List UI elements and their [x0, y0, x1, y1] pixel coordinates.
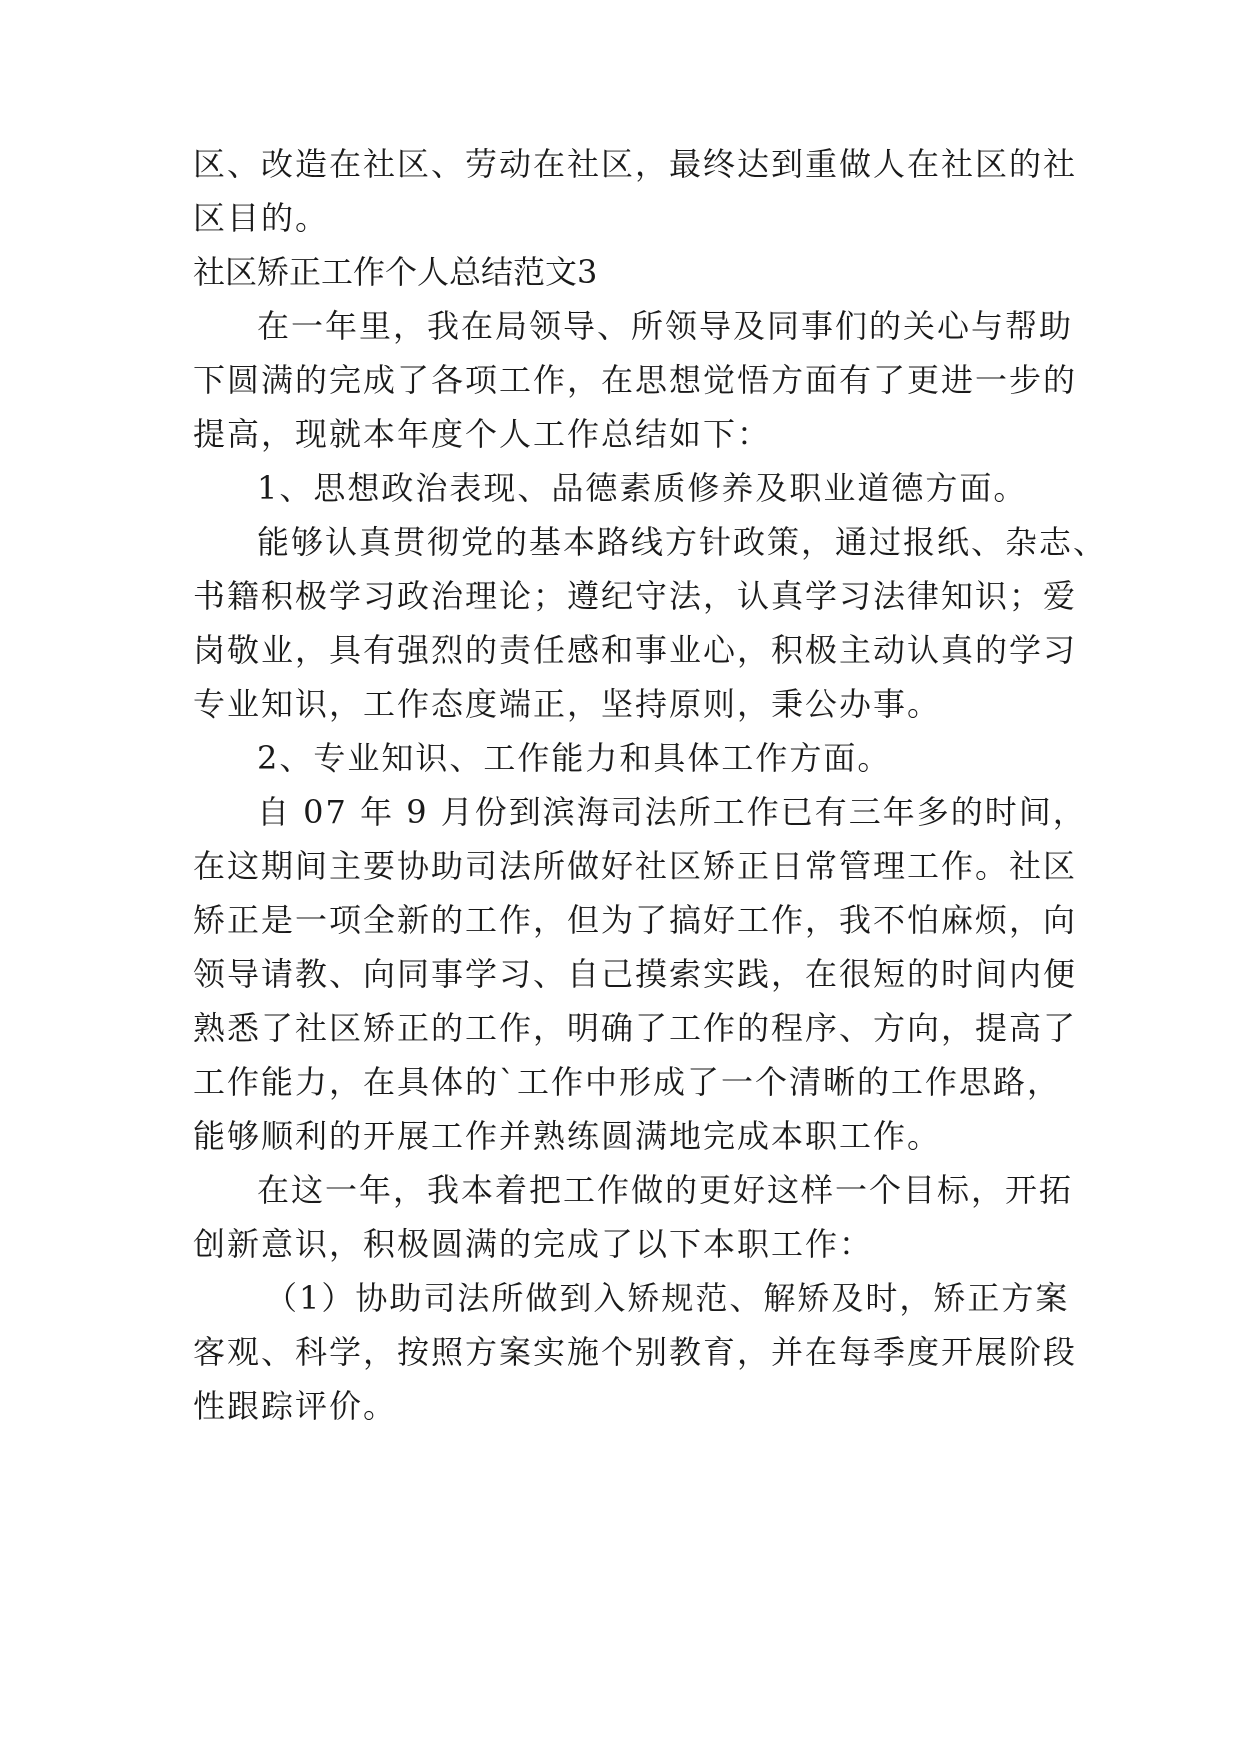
- text-line: 工作能力，在具体的`工作中形成了一个清晰的工作思路，: [193, 1063, 1062, 1101]
- text-line: 能够认真贯彻党的基本路线方针政策，通过报纸、杂志、: [257, 523, 1108, 561]
- text-line: 创新意识，积极圆满的完成了以下本职工作：: [193, 1225, 874, 1263]
- subheading: 1、思想政治表现、品德素质修养及职业道德方面。: [257, 469, 1028, 507]
- text-line: 专业知识，工作态度端正，坚持原则，秉公办事。: [193, 685, 942, 723]
- text-line: 熟悉了社区矫正的工作，明确了工作的程序、方向，提高了: [193, 1009, 1078, 1047]
- text-line: 书籍积极学习政治理论；遵纪守法，认真学习法律知识；爱: [193, 577, 1078, 615]
- text-line: 客观、科学，按照方案实施个别教育，并在每季度开展阶段: [193, 1333, 1078, 1371]
- text-line: 自 07 年 9 月份到滨海司法所工作已有三年多的时间，: [257, 793, 1087, 831]
- text-line: 领导请教、向同事学习、自己摸索实践，在很短的时间内便: [193, 955, 1078, 993]
- text-line: 在这一年，我本着把工作做的更好这样一个目标，开拓: [257, 1171, 1074, 1209]
- text-line: 区目的。: [193, 199, 330, 237]
- text-line: （1）协助司法所做到入矫规范、解矫及时，矫正方案: [265, 1279, 1070, 1317]
- text-line: 在这期间主要协助司法所做好社区矫正日常管理工作。社区: [193, 847, 1078, 885]
- text-line: 在一年里，我在局领导、所领导及同事们的关心与帮助: [257, 307, 1074, 345]
- text-line: 矫正是一项全新的工作，但为了搞好工作，我不怕麻烦，向: [193, 901, 1078, 939]
- text-line: 岗敬业，具有强烈的责任感和事业心，积极主动认真的学习: [193, 631, 1078, 669]
- section-heading: 社区矫正工作个人总结范文3: [193, 253, 598, 291]
- text-line: 提高，现就本年度个人工作总结如下：: [193, 415, 772, 453]
- text-line: 下圆满的完成了各项工作，在思想觉悟方面有了更进一步的: [193, 361, 1078, 399]
- text-line: 性跟踪评价。: [193, 1387, 398, 1425]
- text-line: 能够顺利的开展工作并熟练圆满地完成本职工作。: [193, 1117, 942, 1155]
- subheading: 2、专业知识、工作能力和具体工作方面。: [257, 739, 892, 777]
- text-line: 区、改造在社区、劳动在社区，最终达到重做人在社区的社: [193, 145, 1078, 183]
